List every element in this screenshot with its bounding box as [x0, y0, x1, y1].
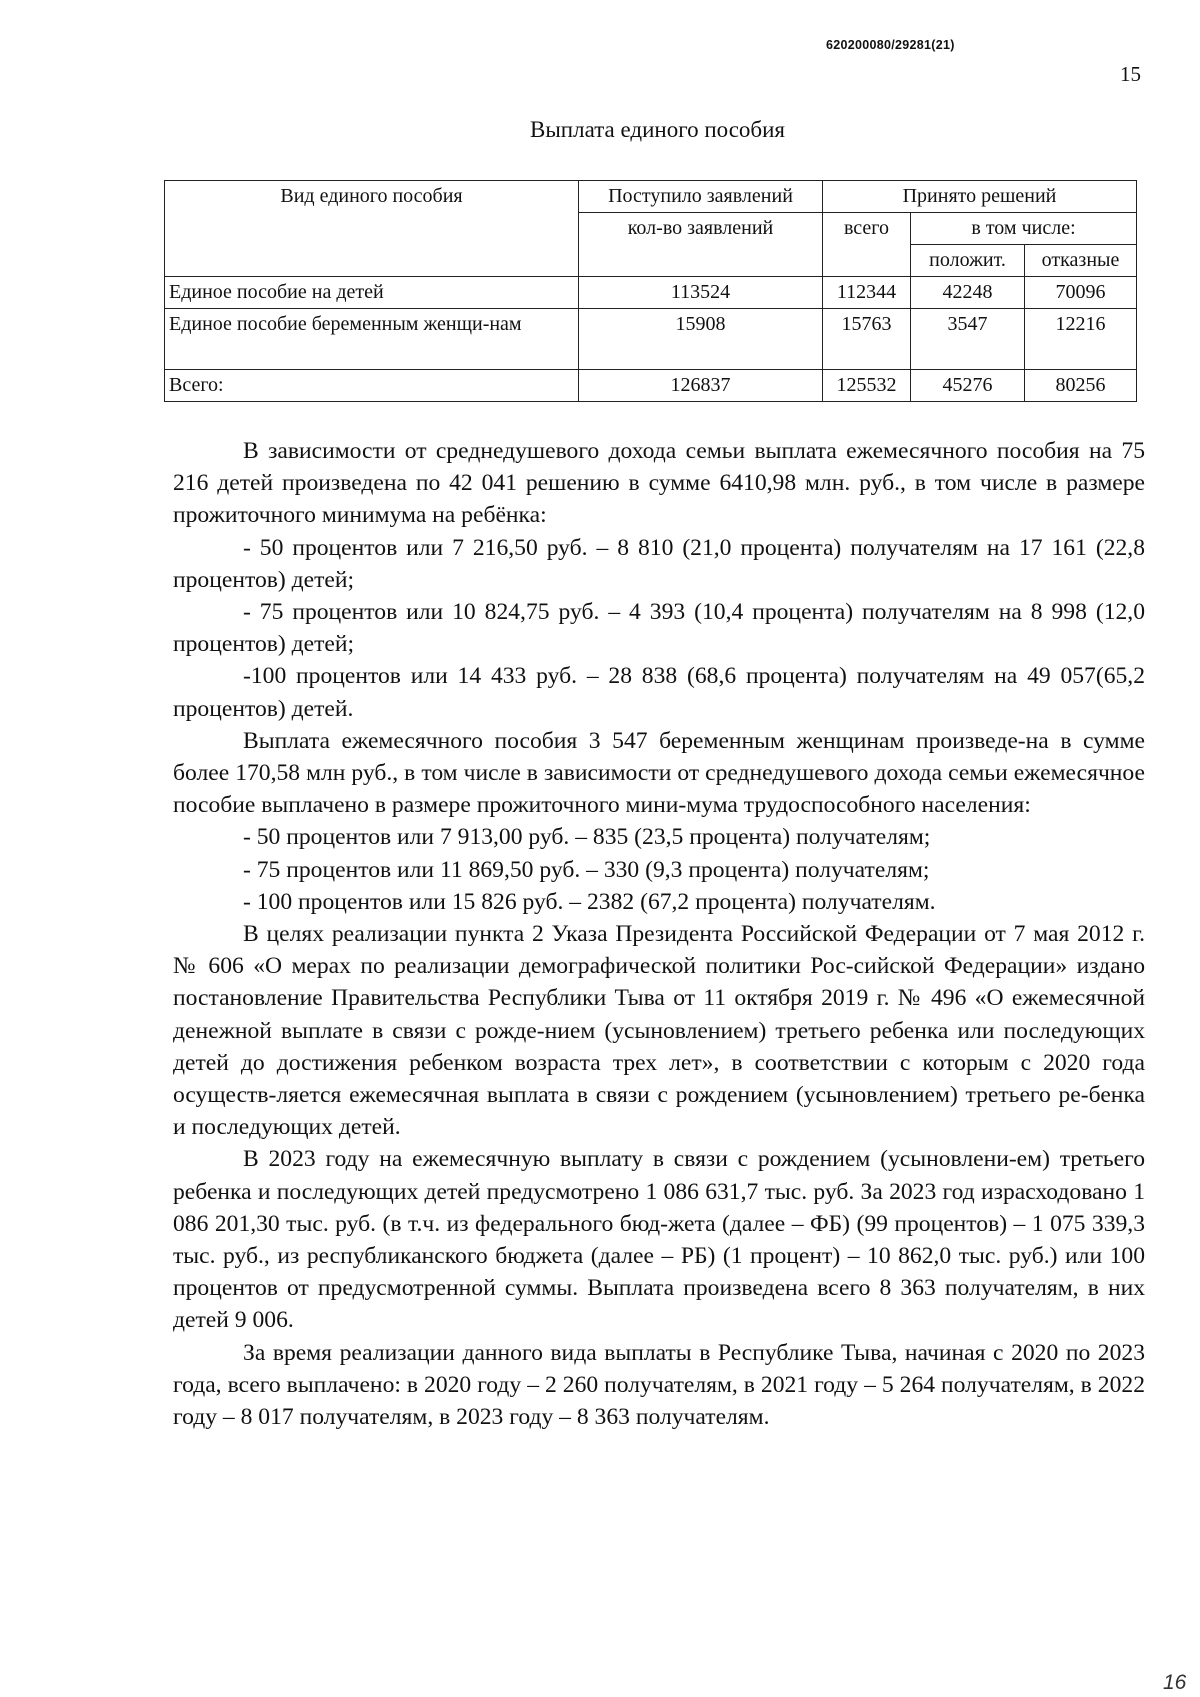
cell-received: 113524 [579, 277, 823, 309]
cell-positive: 45276 [911, 370, 1025, 402]
header-benefit-type: Вид единого пособия [165, 181, 579, 277]
table-row [165, 309, 1137, 370]
cell-total: 15763 [823, 309, 911, 370]
cell-type: Единое пособие беременным женщи-нам [165, 309, 579, 370]
cell-type: Единое пособие на детей [165, 277, 579, 309]
header-refusals: отказные [1025, 245, 1137, 277]
table-row [165, 277, 1137, 309]
paragraph: В зависимости от среднедушевого дохода семьи выплата ежемесячного пособия на 75 216 детей произведена по 42 041 решению в сумме 6410,98 млн. руб., в том числе в размере прожиточного минимума на ребёнка: [173, 438, 1145, 529]
cell-total: 112344 [823, 277, 911, 309]
paragraph: - 50 процентов или 7 913,00 руб. – 835 (23,5 процента) получателям; [243, 824, 931, 851]
page-number: 15 [1120, 62, 1141, 86]
cell-positive: 42248 [911, 277, 1025, 309]
header-including: в том числе: [911, 213, 1137, 245]
cell-type: Всего: [165, 370, 579, 402]
cell-positive: 3547 [911, 309, 1025, 370]
table-header-row [165, 181, 1137, 213]
header-total: всего [823, 213, 911, 277]
header-decisions: Принято решений [823, 181, 1137, 213]
header-positive: положит. [911, 245, 1025, 277]
cell-refusals: 80256 [1025, 370, 1137, 402]
benefit-table [164, 180, 1137, 402]
paragraph: Выплата ежемесячного пособия 3 547 беременным женщинам произведе-на в сумме более 170,58 млн руб., в том числе в зависимости от среднедушевого дохода семьи ежемесячное пособие выплачено в размере прожиточного мини-мума трудоспособного населения: [173, 727, 1145, 819]
cell-refusals: 12216 [1025, 309, 1137, 370]
paragraph: - 75 процентов или 10 824,75 руб. – 4 393 (10,4 процента) получателям на 8 998 (12,0 процентов) детей; [173, 599, 1145, 658]
paragraph: В 2023 году на ежемесячную выплату в связи с рождением (усыновлени-ем) третьего ребенка и последующих детей предусмотрено 1 086 631,7 тыс. руб. За 2023 год израсходовано 1 086 201,30 тыс. руб. (в т.ч. из федерального бюд-жета (далее – ФБ) (99 процентов) – 1 075 339,3 тыс. руб., из республиканского бюджета (далее – РБ) (1 процент) – 10 862,0 тыс. руб.) или 100 процентов от предусмотренной суммы. Выплата произведена всего 8 363 получателям, в них детей 9 006. [173, 1146, 1145, 1334]
paragraph: - 100 процентов или 15 826 руб. – 2382 (67,2 процента) получателям. [243, 888, 936, 915]
paragraph: За время реализации данного вида выплаты в Республике Тыва, начиная с 2020 по 2023 года, всего выплачено: в 2020 году – 2 260 получателям, в 2021 году – 5 264 получателям, в 2022 году – 8 017 получателям, в 2023 году – 8 363 получателям. [173, 1339, 1145, 1431]
paragraph: В целях реализации пункта 2 Указа Президента Российской Федерации от 7 мая 2012 г. № 606 «О мерах по реализации демографической политики Рос-сийской Федерации» издано постановление Правительства Республики Тыва от 11 октября 2019 г. № 496 «О ежемесячной денежной выплате в связи с рожде-нием (усыновлением) третьего ребенка или последующих детей до достижения ребенком возраста трех лет», в соответствии с которым с 2020 года осуществ-ляется ежемесячная выплата в связи с рождением (усыновлением) третьего ре-бенка и последующих детей. [173, 921, 1145, 1141]
table-row [165, 370, 1137, 402]
cell-received: 126837 [579, 370, 823, 402]
handwritten-page-mark: 16 [1163, 1671, 1187, 1694]
paragraph: - 50 процентов или 7 216,50 руб. – 8 810 (21,0 процента) получателям на 17 161 (22,8 процентов) детей; [173, 534, 1145, 593]
paragraph: -100 процентов или 14 433 руб. – 28 838 (68,6 процента) получателям на 49 057(65,2 процентов) детей. [173, 663, 1145, 722]
paragraph: - 75 процентов или 11 869,50 руб. – 330 (9,3 процента) получателям; [243, 856, 930, 883]
cell-received: 15908 [579, 309, 823, 370]
cell-refusals: 70096 [1025, 277, 1137, 309]
page-title: Выплата единого пособия [530, 117, 785, 142]
header-count: кол-во заявлений [579, 213, 823, 277]
document-id: 620200080/29281(21) [826, 38, 955, 52]
header-received: Поступило заявлений [579, 181, 823, 213]
body-text [173, 435, 1145, 1433]
cell-total: 125532 [823, 370, 911, 402]
